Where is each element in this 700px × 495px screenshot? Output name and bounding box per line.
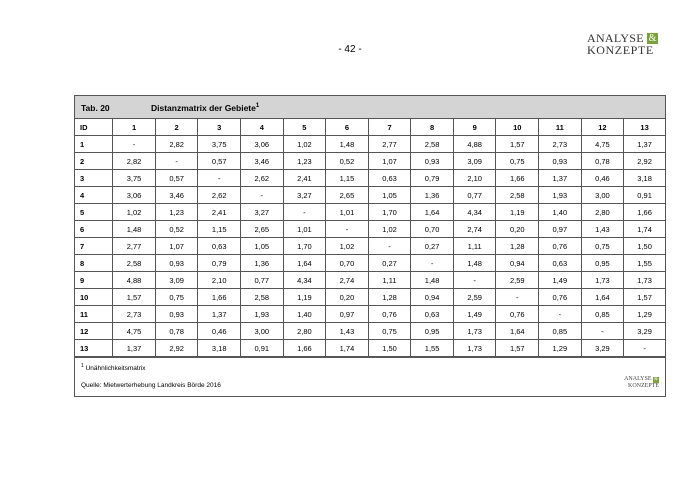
distance-cell: 1,48 xyxy=(453,255,496,272)
distance-cell: 1,01 xyxy=(326,204,369,221)
distance-cell: 1,73 xyxy=(453,340,496,357)
distance-cell: 1,43 xyxy=(581,221,624,238)
distance-cell: 2,82 xyxy=(155,136,198,153)
distance-cell: 0,93 xyxy=(411,153,454,170)
distance-cell: 0,75 xyxy=(155,289,198,306)
table-number: Tab. 20 xyxy=(81,103,110,113)
row-id-cell: 9 xyxy=(75,272,113,289)
distance-cell: 2,82 xyxy=(113,153,156,170)
distance-cell: 2,92 xyxy=(155,340,198,357)
table-row xyxy=(75,272,665,289)
distance-cell: 4,75 xyxy=(581,136,624,153)
column-header: 6 xyxy=(326,119,369,136)
logo-word-konzepte: KONZEPTE xyxy=(587,43,654,57)
distance-cell: 3,46 xyxy=(241,153,284,170)
distance-cell: 1,64 xyxy=(283,255,326,272)
distance-cell: 0,76 xyxy=(539,289,582,306)
distance-cell: 2,62 xyxy=(241,170,284,187)
distance-cell: 0,75 xyxy=(496,153,539,170)
distance-cell: 3,75 xyxy=(113,170,156,187)
table-row xyxy=(75,340,665,357)
distance-cell: 0,93 xyxy=(155,255,198,272)
table-header-row xyxy=(75,119,665,136)
distance-cell: 1,73 xyxy=(453,323,496,340)
distance-cell: 2,41 xyxy=(198,204,241,221)
distance-cell: 3,06 xyxy=(241,136,284,153)
distance-cell: 1,93 xyxy=(241,306,284,323)
distance-cell: 2,58 xyxy=(411,136,454,153)
distance-cell: 1,55 xyxy=(411,340,454,357)
distance-cell: 2,73 xyxy=(539,136,582,153)
distance-cell: 0,52 xyxy=(155,221,198,238)
distance-cell: 2,10 xyxy=(453,170,496,187)
distance-cell: 1,36 xyxy=(411,187,454,204)
distance-cell: 0,75 xyxy=(581,238,624,255)
distance-cell: 0,27 xyxy=(368,255,411,272)
distance-cell: 0,70 xyxy=(326,255,369,272)
footnote xyxy=(81,363,146,372)
row-id-cell: 6 xyxy=(75,221,113,238)
distance-cell: 1,57 xyxy=(496,136,539,153)
distance-cell: 0,75 xyxy=(368,323,411,340)
distance-cell: 0,78 xyxy=(581,153,624,170)
distance-cell: 4,88 xyxy=(453,136,496,153)
distance-cell: 2,62 xyxy=(198,187,241,204)
distance-cell: 3,00 xyxy=(241,323,284,340)
distance-cell: 0,93 xyxy=(539,153,582,170)
distance-matrix-table-box xyxy=(74,95,666,397)
distance-cell: 1,19 xyxy=(496,204,539,221)
row-id-cell: 11 xyxy=(75,306,113,323)
distance-cell: 1,23 xyxy=(155,204,198,221)
distance-cell: 1,50 xyxy=(624,238,665,255)
distance-cell: 1,11 xyxy=(368,272,411,289)
distance-cell: 1,28 xyxy=(496,238,539,255)
distance-cell: - xyxy=(113,136,156,153)
distance-cell: - xyxy=(581,323,624,340)
distance-cell: 1,05 xyxy=(368,187,411,204)
distance-cell: - xyxy=(453,272,496,289)
column-header-id: ID xyxy=(75,119,113,136)
distance-cell: 0,85 xyxy=(581,306,624,323)
distance-cell: - xyxy=(624,340,665,357)
distance-cell: 1,66 xyxy=(496,170,539,187)
distance-cell: 2,10 xyxy=(198,272,241,289)
distance-cell: 2,65 xyxy=(326,187,369,204)
distance-cell: 0,79 xyxy=(411,170,454,187)
distance-cell: 1,48 xyxy=(113,221,156,238)
table-row xyxy=(75,221,665,238)
column-header: 7 xyxy=(368,119,411,136)
column-header: 4 xyxy=(241,119,284,136)
distance-cell: 4,34 xyxy=(453,204,496,221)
column-header: 3 xyxy=(198,119,241,136)
column-header: 12 xyxy=(581,119,624,136)
distance-cell: 2,59 xyxy=(496,272,539,289)
table-row xyxy=(75,204,665,221)
distance-cell: 1,37 xyxy=(198,306,241,323)
table-title-bar xyxy=(75,96,665,119)
distance-cell: 0,94 xyxy=(411,289,454,306)
distance-cell: 1,74 xyxy=(624,221,665,238)
distance-cell: 0,77 xyxy=(241,272,284,289)
distance-cell: 0,94 xyxy=(496,255,539,272)
distance-cell: 2,92 xyxy=(624,153,665,170)
distance-cell: 3,29 xyxy=(581,340,624,357)
distance-cell: 1,55 xyxy=(624,255,665,272)
distance-cell: 0,52 xyxy=(326,153,369,170)
distance-cell: 1,40 xyxy=(539,204,582,221)
distance-cell: 2,73 xyxy=(113,306,156,323)
distance-cell: 0,78 xyxy=(155,323,198,340)
row-id-cell: 7 xyxy=(75,238,113,255)
distance-cell: 2,58 xyxy=(496,187,539,204)
table-row xyxy=(75,136,665,153)
column-header: 8 xyxy=(411,119,454,136)
footer-logo xyxy=(624,376,659,390)
distance-cell: 1,37 xyxy=(624,136,665,153)
distance-cell: 0,63 xyxy=(411,306,454,323)
row-id-cell: 2 xyxy=(75,153,113,170)
distance-cell: 1,48 xyxy=(326,136,369,153)
distance-cell: 1,28 xyxy=(368,289,411,306)
distance-cell: 1,64 xyxy=(496,323,539,340)
company-logo xyxy=(587,32,667,56)
footnote-text: Unähnlichkeitsmatrix xyxy=(85,365,146,373)
footer-logo-word-analyse: ANALYSE xyxy=(624,376,652,382)
distance-cell: 3,27 xyxy=(283,187,326,204)
footer-logo-word-konzepte: KONZEPTE xyxy=(628,383,659,389)
logo-word-analyse: ANALYSE xyxy=(587,31,644,45)
distance-cell: 1,01 xyxy=(283,221,326,238)
distance-cell: 1,40 xyxy=(283,306,326,323)
distance-cell: 1,57 xyxy=(496,340,539,357)
distance-cell: 0,63 xyxy=(368,170,411,187)
distance-cell: - xyxy=(241,187,284,204)
distance-cell: 1,43 xyxy=(326,323,369,340)
distance-cell: 1,02 xyxy=(283,136,326,153)
page-number: - 42 - xyxy=(338,44,362,55)
row-id-cell: 10 xyxy=(75,289,113,306)
distance-cell: 0,63 xyxy=(539,255,582,272)
table-row xyxy=(75,170,665,187)
distance-cell: 3,29 xyxy=(624,323,665,340)
distance-cell: 0,95 xyxy=(411,323,454,340)
column-header: 13 xyxy=(624,119,665,136)
footnote-mark: 1 xyxy=(81,363,84,369)
distance-cell: 2,80 xyxy=(283,323,326,340)
distance-cell: - xyxy=(539,306,582,323)
distance-cell: 0,20 xyxy=(496,221,539,238)
distance-cell: 1,05 xyxy=(241,238,284,255)
distance-cell: 1,23 xyxy=(283,153,326,170)
distance-cell: 3,18 xyxy=(624,170,665,187)
distance-cell: 0,97 xyxy=(326,306,369,323)
distance-cell: 1,36 xyxy=(241,255,284,272)
distance-cell: - xyxy=(368,238,411,255)
row-id-cell: 13 xyxy=(75,340,113,357)
distance-cell: 1,66 xyxy=(283,340,326,357)
distance-cell: 1,37 xyxy=(539,170,582,187)
distance-cell: 3,09 xyxy=(453,153,496,170)
table-row xyxy=(75,238,665,255)
distance-cell: 0,79 xyxy=(198,255,241,272)
distance-cell: 1,15 xyxy=(326,170,369,187)
distance-cell: 0,57 xyxy=(155,170,198,187)
row-id-cell: 8 xyxy=(75,255,113,272)
distance-cell: 1,57 xyxy=(113,289,156,306)
distance-cell: 1,64 xyxy=(411,204,454,221)
distance-cell: 1,15 xyxy=(198,221,241,238)
distance-cell: - xyxy=(326,221,369,238)
distance-cell: 1,29 xyxy=(539,340,582,357)
distance-cell: - xyxy=(411,255,454,272)
distance-cell: 1,64 xyxy=(581,289,624,306)
distance-cell: 0,77 xyxy=(453,187,496,204)
logo-ampersand: & xyxy=(648,33,657,44)
distance-cell: 0,27 xyxy=(411,238,454,255)
column-header: 9 xyxy=(453,119,496,136)
distance-cell: 1,02 xyxy=(368,221,411,238)
distance-cell: 2,74 xyxy=(326,272,369,289)
column-header: 11 xyxy=(539,119,582,136)
distance-cell: 4,34 xyxy=(283,272,326,289)
distance-cell: 1,11 xyxy=(453,238,496,255)
distance-cell: 3,75 xyxy=(198,136,241,153)
distance-cell: 0,95 xyxy=(581,255,624,272)
distance-cell: 1,19 xyxy=(283,289,326,306)
distance-cell: 1,74 xyxy=(326,340,369,357)
distance-cell: 0,93 xyxy=(155,306,198,323)
distance-cell: 1,37 xyxy=(113,340,156,357)
table-row xyxy=(75,289,665,306)
distance-cell: - xyxy=(283,204,326,221)
distance-cell: 1,57 xyxy=(624,289,665,306)
footer-logo-ampersand: & xyxy=(654,377,658,382)
distance-cell: 4,88 xyxy=(113,272,156,289)
row-id-cell: 4 xyxy=(75,187,113,204)
distance-cell: 1,49 xyxy=(539,272,582,289)
distance-cell: 1,29 xyxy=(624,306,665,323)
distance-cell: 1,48 xyxy=(411,272,454,289)
distance-cell: 3,06 xyxy=(113,187,156,204)
distance-cell: 0,63 xyxy=(198,238,241,255)
distance-cell: 1,70 xyxy=(368,204,411,221)
distance-cell: 2,58 xyxy=(241,289,284,306)
distance-cell: 1,49 xyxy=(453,306,496,323)
distance-cell: 0,76 xyxy=(368,306,411,323)
distance-matrix xyxy=(75,119,665,357)
table-title xyxy=(151,103,259,113)
distance-cell: 0,76 xyxy=(539,238,582,255)
distance-cell: 3,46 xyxy=(155,187,198,204)
distance-cell: - xyxy=(496,289,539,306)
table-title-footnote-mark: 1 xyxy=(255,103,260,110)
distance-cell: 1,02 xyxy=(326,238,369,255)
table-row xyxy=(75,255,665,272)
distance-cell: 2,74 xyxy=(453,221,496,238)
distance-cell: 2,59 xyxy=(453,289,496,306)
distance-cell: 0,76 xyxy=(496,306,539,323)
distance-cell: 2,58 xyxy=(113,255,156,272)
distance-cell: 0,85 xyxy=(539,323,582,340)
row-id-cell: 12 xyxy=(75,323,113,340)
distance-cell: 2,77 xyxy=(113,238,156,255)
distance-cell: 0,91 xyxy=(241,340,284,357)
distance-cell: 1,66 xyxy=(198,289,241,306)
distance-cell: 3,18 xyxy=(198,340,241,357)
distance-cell: 3,27 xyxy=(241,204,284,221)
column-header: 1 xyxy=(113,119,156,136)
table-body xyxy=(75,136,665,357)
row-id-cell: 1 xyxy=(75,136,113,153)
distance-cell: 1,02 xyxy=(113,204,156,221)
distance-cell: - xyxy=(198,170,241,187)
distance-cell: 0,46 xyxy=(581,170,624,187)
table-footer xyxy=(75,357,665,396)
distance-cell: 0,20 xyxy=(326,289,369,306)
distance-cell: 1,07 xyxy=(155,238,198,255)
table-row xyxy=(75,153,665,170)
distance-cell: 1,93 xyxy=(539,187,582,204)
distance-cell: 0,46 xyxy=(198,323,241,340)
source-note: Quelle: Mietwerterhebung Landkreis Börde 2016 xyxy=(81,382,221,389)
column-header: 5 xyxy=(283,119,326,136)
distance-cell: 1,50 xyxy=(368,340,411,357)
distance-cell: 3,09 xyxy=(155,272,198,289)
table-title-text: Distanzmatrix der Gebiete xyxy=(151,103,256,113)
distance-cell: 1,73 xyxy=(581,272,624,289)
distance-cell: 4,75 xyxy=(113,323,156,340)
row-id-cell: 5 xyxy=(75,204,113,221)
distance-cell: 1,73 xyxy=(624,272,665,289)
distance-cell: 3,00 xyxy=(581,187,624,204)
distance-cell: 1,07 xyxy=(368,153,411,170)
table-row xyxy=(75,187,665,204)
table-row xyxy=(75,306,665,323)
distance-cell: 0,97 xyxy=(539,221,582,238)
distance-cell: 0,91 xyxy=(624,187,665,204)
row-id-cell: 3 xyxy=(75,170,113,187)
table-row xyxy=(75,323,665,340)
column-header: 2 xyxy=(155,119,198,136)
distance-cell: 1,70 xyxy=(283,238,326,255)
distance-cell: 1,66 xyxy=(624,204,665,221)
distance-cell: 0,57 xyxy=(198,153,241,170)
column-header: 10 xyxy=(496,119,539,136)
distance-cell: 2,41 xyxy=(283,170,326,187)
distance-cell: 2,80 xyxy=(581,204,624,221)
distance-cell: 2,65 xyxy=(241,221,284,238)
distance-cell: 2,77 xyxy=(368,136,411,153)
distance-cell: 0,70 xyxy=(411,221,454,238)
distance-cell: - xyxy=(155,153,198,170)
